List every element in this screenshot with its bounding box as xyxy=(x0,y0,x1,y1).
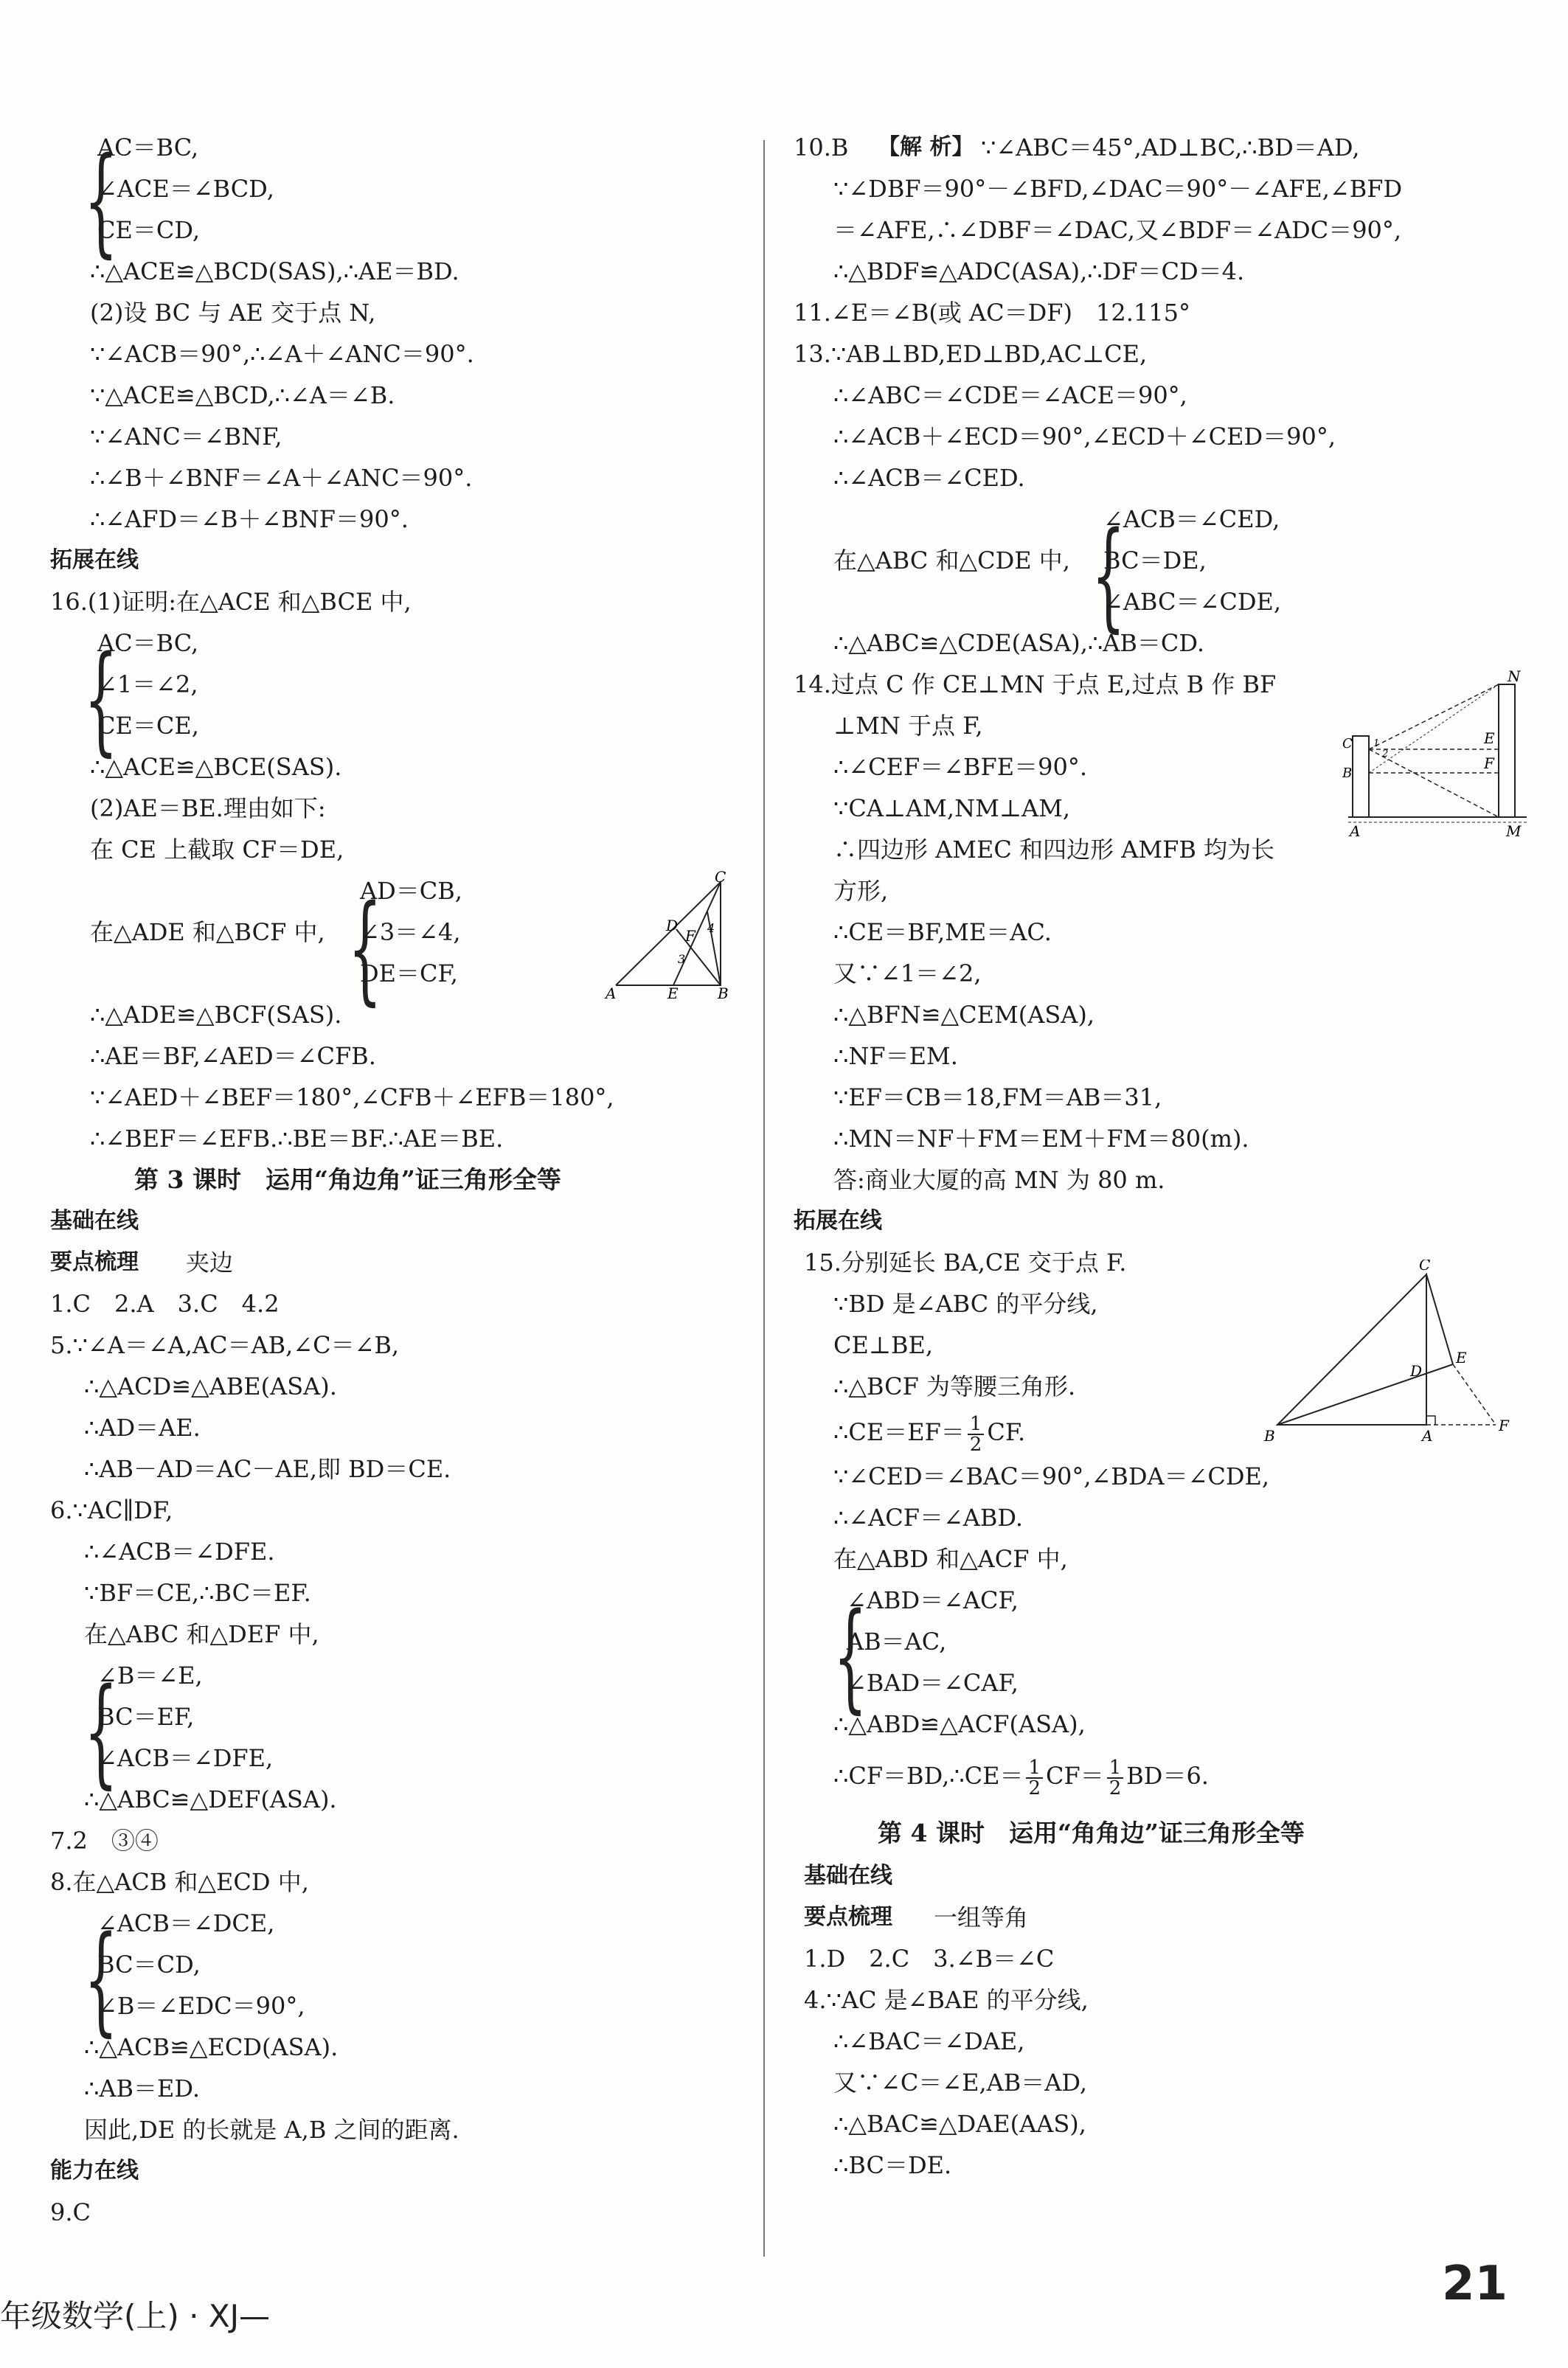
key-points-text: 夹边 xyxy=(186,1249,234,1277)
footer-course-label: 年级数学(上) · XJ— xyxy=(0,2298,270,2334)
line: ∵BF＝CE,∴BC＝EF. xyxy=(84,1579,311,1607)
line: ∵∠AED＋∠BEF＝180°,∠CFB＋∠EFB＝180°, xyxy=(90,1083,614,1111)
line: 在△ABC 和△CDE 中, xyxy=(833,546,1070,574)
line: 14.过点 C 作 CE⊥MN 于点 E,过点 B 作 BF xyxy=(794,670,1277,698)
line: ∵BD 是∠ABC 的平分线, xyxy=(833,1290,1098,1318)
line: ∠ABC＝∠CDE, xyxy=(1103,588,1282,616)
line: BC＝EF, xyxy=(97,1703,195,1731)
line: ∴△ACE≌△BCD(SAS),∴AE＝BD. xyxy=(90,257,459,285)
line: ∠B＝∠EDC＝90°, xyxy=(97,1992,305,2020)
line: ∴∠AFD＝∠B＋∠BNF＝90°. xyxy=(90,505,409,533)
line: ∠ABD＝∠ACF, xyxy=(847,1586,1019,1614)
line: 在△ABD 和△ACF 中, xyxy=(833,1545,1068,1573)
fig-label: C xyxy=(1342,736,1353,751)
line: CE＝CE, xyxy=(97,712,199,740)
line: 方形, xyxy=(833,877,889,905)
line: 又∵∠1＝∠2, xyxy=(833,959,982,987)
fraction: $\frac{1}{2}$ xyxy=(1026,1758,1043,1798)
line: 15.分别延长 BA,CE 交于点 F. xyxy=(804,1249,1127,1277)
page-number: 21 xyxy=(1442,2257,1508,2311)
line: DE＝CF, xyxy=(360,959,458,987)
fig-label: A xyxy=(606,985,617,1001)
line: ∴△BCF 为等腰三角形. xyxy=(833,1372,1076,1400)
line: ∴AD＝AE. xyxy=(84,1414,201,1442)
line: 11.∠E＝∠B(或 AC＝DF) 12.115° xyxy=(794,299,1190,327)
line: ∠ACE＝∠BCD, xyxy=(97,175,274,203)
line: 因此,DE 的长就是 A,B 之间的距离. xyxy=(84,2116,459,2144)
line: 又∵∠C＝∠E,AB＝AD, xyxy=(833,2069,1088,2097)
text: ∴CE＝EF＝ xyxy=(833,1418,965,1446)
key-points-label: 要点梳理 xyxy=(804,1904,892,1930)
figure-14-building xyxy=(1342,670,1534,839)
text: CF. xyxy=(987,1418,1026,1446)
key-points-label: 要点梳理 xyxy=(50,1249,139,1275)
line: ∴四边形 AMEC 和四边形 AMFB 均为长 xyxy=(833,836,1275,864)
fig-label: C xyxy=(715,869,726,886)
line: ∵CA⊥AM,NM⊥AM, xyxy=(833,794,1070,822)
line: CE⊥BE, xyxy=(833,1331,933,1359)
line: 在△ADE 和△BCF 中, xyxy=(90,918,325,946)
line: ∠1＝∠2, xyxy=(97,670,198,698)
line: ∵EF＝CB＝18,FM＝AB＝31, xyxy=(833,1083,1162,1111)
line: (2)设 BC 与 AE 交于点 N, xyxy=(90,299,376,327)
brace: { xyxy=(348,879,382,1017)
brace: { xyxy=(84,131,118,269)
fraction: $\frac{1}{2}$ xyxy=(1107,1758,1124,1798)
fig-label: C xyxy=(1419,1260,1431,1274)
line: ∠3＝∠4, xyxy=(360,918,461,946)
analysis-label: 【解 析】 xyxy=(878,134,974,160)
line: ∵∠CED＝∠BAC＝90°,∠BDA＝∠CDE, xyxy=(833,1462,1270,1490)
line: ∴MN＝NF＋FM＝EM＋FM＝80(m). xyxy=(833,1125,1249,1153)
line: ∴∠BEF＝∠EFB.∴BE＝BF.∴AE＝BE. xyxy=(90,1125,504,1153)
fig-label: M xyxy=(1506,822,1522,839)
brace: { xyxy=(84,1662,118,1800)
fig-label: F xyxy=(1499,1417,1509,1434)
line: 9.C xyxy=(50,2198,91,2226)
line: CE＝CD, xyxy=(97,216,201,244)
column-divider xyxy=(763,140,765,2257)
line: ∠B＝∠E, xyxy=(97,1662,203,1690)
line: 4.∵AC 是∠BAE 的平分线, xyxy=(804,1986,1089,2014)
line: ∴△ACD≌△ABE(ASA). xyxy=(84,1372,337,1400)
fraction: $\frac{1}{2}$ xyxy=(968,1414,985,1454)
line: ∴△ABC≌△CDE(ASA),∴AB＝CD. xyxy=(833,629,1205,657)
section-heading: 拓展在线 xyxy=(50,547,139,573)
line: AC＝BC, xyxy=(97,133,199,162)
line: ∴△ACE≌△BCE(SAS). xyxy=(90,753,342,781)
line: ∴△BAC≌△DAE(AAS), xyxy=(833,2110,1086,2138)
line: 1.D 2.C 3.∠B＝∠C xyxy=(804,1945,1055,1973)
brace: { xyxy=(1092,506,1125,644)
fig-label: E xyxy=(1484,729,1495,747)
fig-label: 4 xyxy=(707,921,715,935)
line: ∠ACB＝∠DCE, xyxy=(97,1909,275,1937)
line: ∴AB＝ED. xyxy=(84,2074,201,2103)
line: ∠BAD＝∠CAF, xyxy=(847,1669,1019,1697)
fig-label: E xyxy=(667,985,679,1001)
lesson-title: 第 3 课时 运用“角边角”证三角形全等 xyxy=(134,1165,561,1194)
line: ∴AE＝BF,∠AED＝∠CFB. xyxy=(90,1042,376,1070)
line xyxy=(833,1755,1209,1799)
line: ∴△BDF≌△ADC(ASA),∴DF＝CD＝4. xyxy=(833,257,1245,285)
line: 10.B xyxy=(794,133,849,162)
fig-label: N xyxy=(1508,670,1521,685)
fig-label: 3 xyxy=(678,952,686,966)
line: ∴NF＝EM. xyxy=(833,1042,958,1070)
line: 答:商业大厦的高 MN 为 80 m. xyxy=(833,1166,1165,1194)
fig-label: B xyxy=(718,985,729,1001)
fig-label: B xyxy=(1342,765,1353,781)
fig-label: F xyxy=(1484,754,1494,772)
line: 1.C 2.A 3.C 4.2 xyxy=(50,1290,280,1318)
fig-label: B xyxy=(1264,1427,1275,1445)
figure-15-triangle xyxy=(1261,1260,1527,1451)
line: 6.∵AC∥DF, xyxy=(50,1496,173,1524)
line: ∴∠B＋∠BNF＝∠A＋∠ANC＝90°. xyxy=(90,464,473,492)
line: BC＝CD, xyxy=(97,1951,201,1979)
section-heading: 拓展在线 xyxy=(794,1208,882,1234)
line: ∴∠ACF＝∠ABD. xyxy=(833,1504,1024,1532)
line: ∵△ACE≌△BCD,∴∠A＝∠B. xyxy=(90,381,395,409)
line: AB＝AC, xyxy=(847,1628,947,1656)
fig-label: E xyxy=(1456,1349,1467,1367)
brace: { xyxy=(84,630,118,768)
figure-16-triangle xyxy=(603,869,750,1001)
fig-label: 1 xyxy=(1373,738,1380,749)
line: 13.∵AB⊥BD,ED⊥BD,AC⊥CE, xyxy=(794,340,1148,368)
line: ∴∠BAC＝∠DAE, xyxy=(833,2027,1025,2055)
line: ∴AB－AD＝AC－AE,即 BD＝CE. xyxy=(84,1455,451,1483)
line: ∴∠ACB＝∠CED. xyxy=(833,464,1025,492)
text: ∴CF＝BD,∴CE＝ xyxy=(833,1762,1024,1790)
line: ∴△ADE≌△BCF(SAS). xyxy=(90,1001,342,1029)
fig-label: D xyxy=(666,917,679,934)
line xyxy=(833,1412,1026,1456)
fig-label: A xyxy=(1350,822,1361,839)
section-heading: 基础在线 xyxy=(50,1208,139,1234)
line: ⊥MN 于点 F, xyxy=(833,712,983,740)
line: ∴△ACB≌△ECD(ASA). xyxy=(84,2033,339,2061)
line: ＝∠AFE,∴∠DBF＝∠DAC,又∠BDF＝∠ADC＝90°, xyxy=(833,216,1402,244)
line: ∴△ABC≌△DEF(ASA). xyxy=(84,1785,337,1813)
line: 8.在△ACB 和△ECD 中, xyxy=(50,1868,309,1896)
line: ∠ACB＝∠CED, xyxy=(1103,505,1280,533)
line: ∴∠CEF＝∠BFE＝90°. xyxy=(833,753,1088,781)
line: 7.2 ③④ xyxy=(50,1827,159,1855)
line: ∴△BFN≌△CEM(ASA), xyxy=(833,1001,1095,1029)
line: AC＝BC, xyxy=(97,629,199,657)
section-heading: 基础在线 xyxy=(804,1863,892,1889)
brace: { xyxy=(84,1910,118,2048)
line: (2)AE＝BE.理由如下: xyxy=(90,794,326,822)
line: 在 CE 上截取 CF＝DE, xyxy=(90,836,344,864)
line: ∴BC＝DE. xyxy=(833,2151,952,2179)
fig-label: F xyxy=(685,927,695,945)
line: BC＝DE, xyxy=(1103,546,1207,574)
line: ∵∠DBF＝90°－∠BFD,∠DAC＝90°－∠AFE,∠BFD xyxy=(833,175,1403,203)
section-heading: 能力在线 xyxy=(50,2158,139,2184)
line: 16.(1)证明:在△ACE 和△BCE 中, xyxy=(50,588,412,616)
line: ∴∠ACB＋∠ECD＝90°,∠ECD＋∠CED＝90°, xyxy=(833,423,1336,451)
fig-label: A xyxy=(1422,1427,1433,1445)
line: ∵∠ABC＝45°,AD⊥BC,∴BD＝AD, xyxy=(981,133,1360,162)
line: ∠ACB＝∠DFE, xyxy=(97,1744,274,1772)
key-points-text: 一组等角 xyxy=(934,1903,1029,1931)
line: ∴CE＝BF,ME＝AC. xyxy=(833,918,1052,946)
line: 在△ABC 和△DEF 中, xyxy=(84,1620,319,1648)
lesson-title: 第 4 课时 运用“角角边”证三角形全等 xyxy=(878,1819,1305,1847)
fig-label: 2 xyxy=(1382,749,1389,760)
line: ∵∠ANC＝∠BNF, xyxy=(90,423,282,451)
line: ∵∠ACB＝90°,∴∠A＋∠ANC＝90°. xyxy=(90,340,474,368)
text: CF＝ xyxy=(1046,1762,1104,1790)
text: BD＝6. xyxy=(1126,1762,1209,1790)
line: ∴∠ACB＝∠DFE. xyxy=(84,1538,275,1566)
line: 5.∵∠A＝∠A,AC＝AB,∠C＝∠B, xyxy=(50,1331,400,1359)
line: ∴△ABD≌△ACF(ASA), xyxy=(833,1710,1086,1738)
fig-label: D xyxy=(1410,1362,1423,1380)
line: AD＝CB, xyxy=(360,877,462,905)
brace: { xyxy=(833,1587,867,1725)
line: ∴∠ABC＝∠CDE＝∠ACE＝90°, xyxy=(833,381,1187,409)
